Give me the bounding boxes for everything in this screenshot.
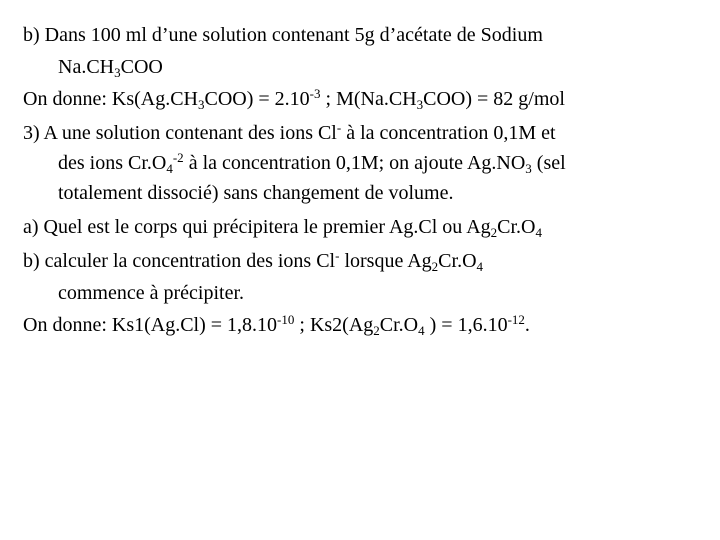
subscript: 3 xyxy=(416,97,424,112)
subscript: 3 xyxy=(114,65,121,80)
text-line-1 xyxy=(23,23,543,47)
text-line-5 xyxy=(58,151,566,175)
subscript: 4 xyxy=(476,259,484,274)
text-run: Cr.O xyxy=(379,314,419,336)
text-run: à la concentration 0,1M; on ajoute Ag.NO xyxy=(183,152,526,174)
text-run: ) = 1,6.10 xyxy=(424,314,508,336)
text-run: à la concentration 0,1M et xyxy=(341,122,556,144)
superscript: -2 xyxy=(172,150,184,165)
text-run: (sel xyxy=(531,152,566,174)
text-line-2 xyxy=(58,55,163,79)
superscript: -10 xyxy=(277,312,295,327)
text-run: commence à précipiter. xyxy=(58,282,245,304)
text-run: totalement dissocié) sans changement de volume. xyxy=(58,182,454,204)
text-run: COO) = 2.10 xyxy=(204,88,310,110)
text-line-10 xyxy=(23,313,530,337)
subscript: 2 xyxy=(373,323,380,338)
subscript: 2 xyxy=(490,225,498,240)
text-run: On donne: Ks1(Ag.Cl) = 1,8.10 xyxy=(23,314,278,336)
text-run: . xyxy=(524,314,530,336)
text-line-4 xyxy=(23,121,556,145)
subscript: 4 xyxy=(418,323,425,338)
subscript: 3 xyxy=(525,161,532,176)
text-run: des ions Cr.O xyxy=(58,152,167,174)
text-run: Cr.O xyxy=(438,250,477,272)
superscript: - xyxy=(335,248,340,263)
text-line-3 xyxy=(23,87,565,111)
text-run: COO) = 82 g/mol xyxy=(423,88,565,110)
subscript: 2 xyxy=(431,259,439,274)
text-run: ; M(Na.CH xyxy=(320,88,417,110)
subscript: 3 xyxy=(198,97,205,112)
text-run: Cr.O xyxy=(497,216,536,238)
text-run: 3) A une solution contenant des ions Cl xyxy=(23,122,337,144)
superscript: -3 xyxy=(309,86,321,101)
text-line-9 xyxy=(58,281,244,305)
text-run: lorsque Ag xyxy=(339,250,432,272)
text-line-6 xyxy=(58,181,453,205)
text-run: COO xyxy=(120,56,163,78)
text-run: On donne: Ks(Ag.CH xyxy=(23,88,198,110)
superscript: - xyxy=(336,120,342,135)
subscript: 4 xyxy=(166,161,173,176)
text-run: ; Ks2(Ag xyxy=(294,314,374,336)
text-run: a) Quel est le corps qui précipitera le premier Ag.Cl ou Ag xyxy=(23,216,491,238)
subscript: 4 xyxy=(535,225,542,240)
text-line-8 xyxy=(23,249,483,273)
text-run: b) calculer la concentration des ions Cl xyxy=(23,250,336,272)
text-line-7 xyxy=(23,215,542,239)
text-run: Na.CH xyxy=(58,56,115,78)
superscript: -12 xyxy=(507,312,525,327)
text-run: b) Dans 100 ml d’une solution contenant 5g d’acétate de Sodium xyxy=(23,24,543,46)
